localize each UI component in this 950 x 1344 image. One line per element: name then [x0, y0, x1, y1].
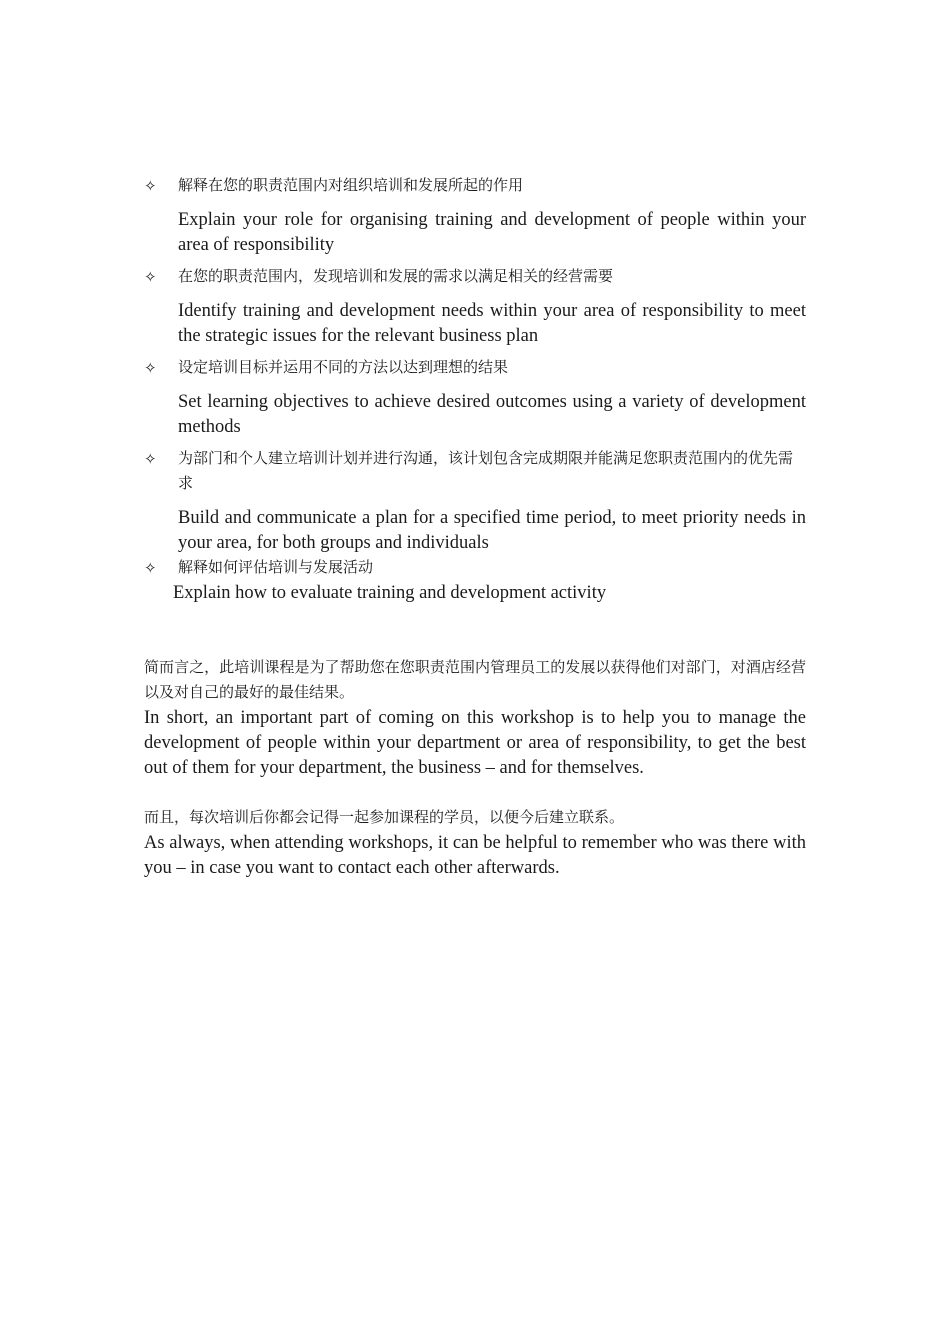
objective-heading-cn: [144, 556, 806, 581]
four-pointed-star-outline-icon: ✧: [144, 359, 157, 377]
reminder-paragraph: [144, 806, 806, 881]
objective-heading-cn: [144, 265, 806, 290]
objective-text-en: Build and communicate a plan for a specified time period, to meet priority needs in your area, for both groups and individuals: [178, 508, 806, 553]
objective-item: [144, 265, 806, 356]
objective-heading-cn: [144, 174, 806, 199]
objective-text-cn: 在您的职责范围内，发现培训和发展的需求以满足相关的经营需要: [178, 269, 614, 285]
summary-text-cn: 简而言之，此培训课程是为了帮助您在您职责范围内管理员工的发展以获得他们对部门，对酒店经营以及对自己的最好的最佳结果。: [144, 660, 806, 701]
summary-paragraph: [144, 656, 806, 781]
reminder-text-cn: 而且，每次培训后你都会记得一起参加课程的学员，以便今后建立联系。: [144, 810, 625, 826]
four-pointed-star-outline-icon: ✧: [144, 450, 157, 468]
objective-item: [144, 556, 806, 606]
objective-text-cn: 解释如何评估培训与发展活动: [178, 560, 374, 576]
objective-heading-cn: [144, 447, 806, 497]
reminder-text-en: As always, when attending workshops, it can be helpful to remember who was there with you – in case you want to contact each other afterwards.: [144, 833, 806, 878]
objective-item: [144, 174, 806, 265]
objective-text-en: Explain how to evaluate training and development activity: [173, 583, 607, 603]
objective-text-cn: 设定培训目标并运用不同的方法以达到理想的结果: [178, 360, 509, 376]
objective-text-cn: 解释在您的职责范围内对组织培训和发展所起的作用: [178, 178, 524, 194]
summary-text-en: In short, an important part of coming on this workshop is to help you to manage the development of people within your department or area of responsibility, to get the best out of them for your department, the business – and for themselves.: [144, 708, 806, 778]
four-pointed-star-outline-icon: ✧: [144, 177, 157, 195]
objective-text-en: Set learning objectives to achieve desired outcomes using a variety of development methods: [178, 392, 806, 437]
objective-item: [144, 356, 806, 447]
four-pointed-star-outline-icon: ✧: [144, 268, 157, 286]
document-page: [144, 174, 806, 881]
objective-text-cn: 为部门和个人建立培训计划并进行沟通，该计划包含完成期限并能满足您职责范围内的优先需求: [178, 451, 794, 492]
objective-text-en: Identify training and development needs within your area of responsibility to meet the strategic issues for the relevant business plan: [178, 301, 806, 346]
objective-item: [144, 447, 806, 556]
objective-text-en: Explain your role for organising training and development of people within your area of responsibility: [178, 210, 806, 255]
four-pointed-star-outline-icon: ✧: [144, 559, 157, 577]
objective-heading-cn: [144, 356, 806, 381]
